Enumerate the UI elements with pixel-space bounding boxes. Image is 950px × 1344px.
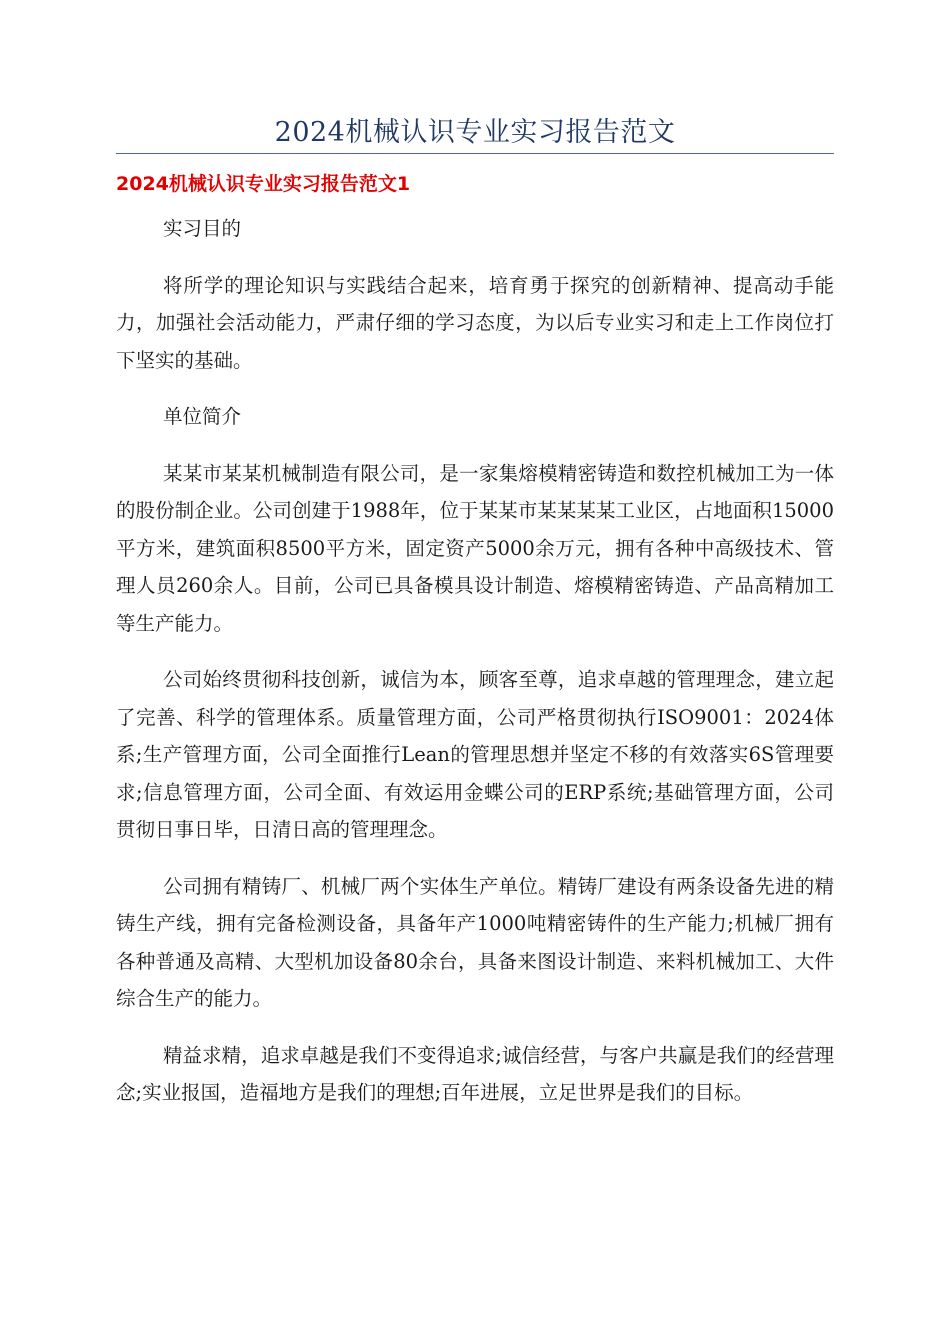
subheading-company-intro: 单位简介: [163, 405, 242, 428]
paragraph-company-profile: 某某市某某机械制造有限公司，是一家集熔模精密铸造和数控机械加工为一体的股份制企业。公司创建于1988年，位于某某市某某某某工业区，占地面积15000平方米，建筑面积8500平方米，固定资产5000余万元，拥有各种中高级技术、管理人员260余人。目前，公司已具备模具设计制造、熔模精密铸造、产品高精加工等生产能力。: [116, 461, 834, 635]
document-page: [116, 0, 834, 1131]
document-body: [116, 210, 834, 1112]
paragraph-purpose: 将所学的理论知识与实践结合起来，培育勇于探究的创新精神、提高动手能力，加强社会活动能力，严肃仔细的学习态度，为以后专业实习和走上工作岗位打下坚实的基础。: [116, 273, 834, 372]
document-title: 2024机械认识专业实习报告范文: [274, 117, 676, 148]
subheading-purpose: 实习目的: [163, 217, 242, 240]
paragraph-management: 公司始终贯彻科技创新，诚信为本，顾客至尊，追求卓越的管理理念，建立起了完善、科学的管理体系。质量管理方面，公司严格贯彻执行ISO9001：2024体系;生产管理方面，公司全面推行Lean的管理思想并坚定不移的有效落实6S管理要求;信息管理方面，公司全面、有效运用金蝶公司的ERP系统;基础管理方面，公司贯彻日事日毕，日清日高的管理理念。: [116, 668, 834, 841]
paragraph-philosophy: 精益求精，追求卓越是我们不变得追求;诚信经营，与客户共赢是我们的经营理念;实业报国，造福地方是我们的理想;百年进展，立足世界是我们的目标。: [116, 1043, 834, 1104]
paragraph-production-units: 公司拥有精铸厂、机械厂两个实体生产单位。精铸厂建设有两条设备先进的精铸生产线，拥有完备检测设备，具备年产1000吨精密铸件的生产能力;机械厂拥有各种普通及高精、大型机加设备80余台，具备来图设计制造、来料机械加工、大件综合生产的能力。: [116, 874, 834, 1010]
title-divider: [116, 153, 834, 154]
section-heading: 2024机械认识专业实习报告范文1: [116, 173, 411, 195]
